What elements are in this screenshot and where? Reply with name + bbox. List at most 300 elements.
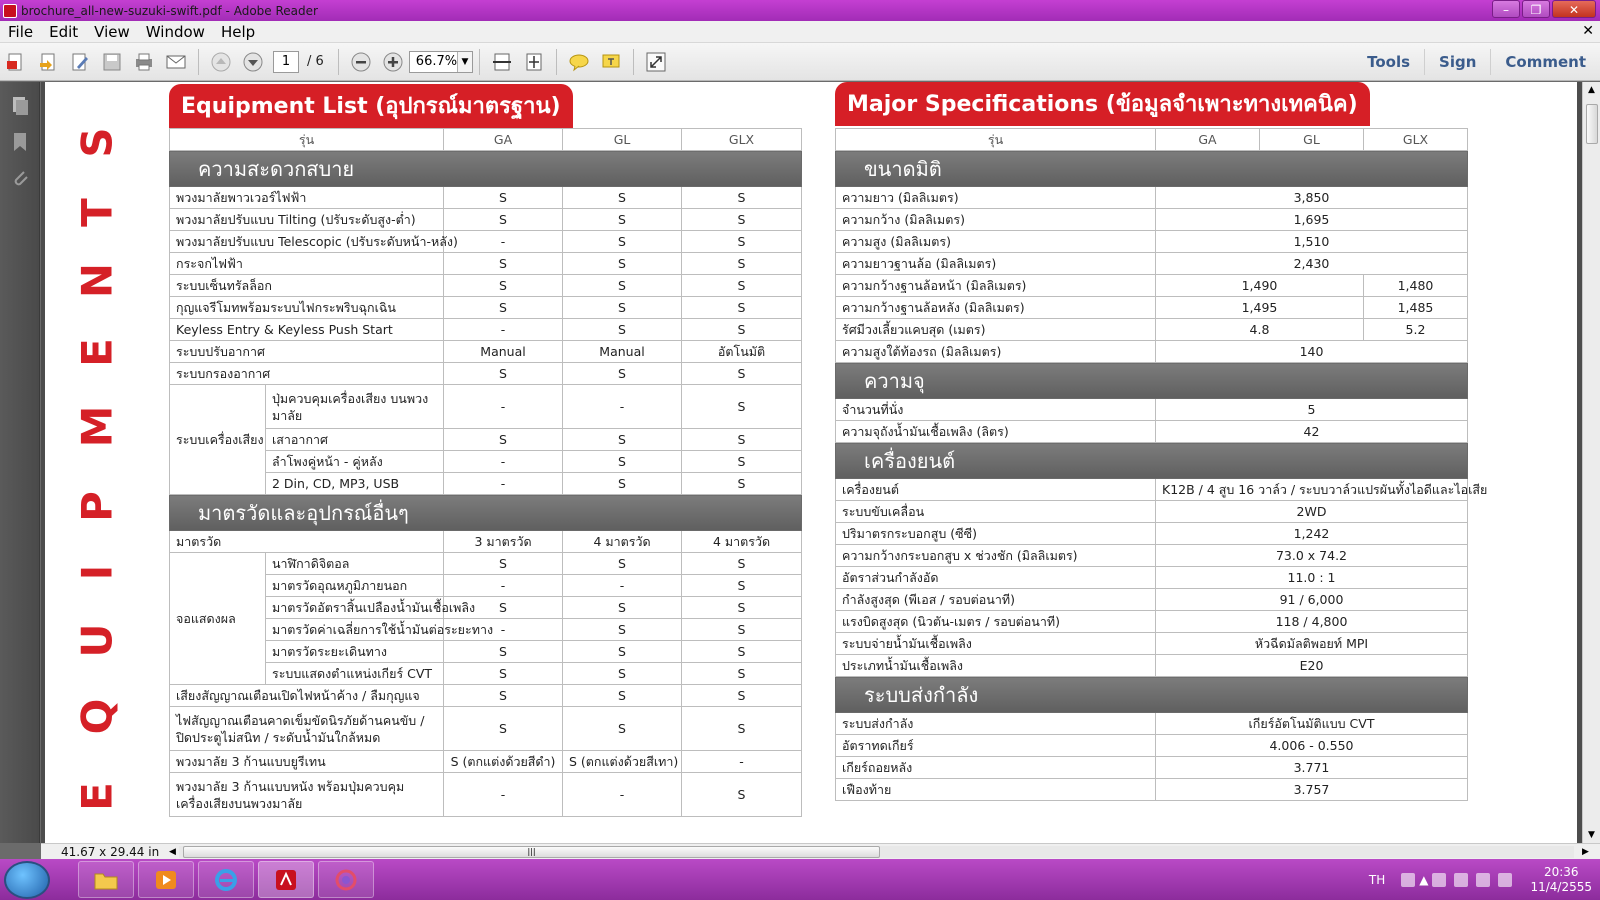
app-swirl-icon <box>332 866 360 894</box>
fit-page-button[interactable] <box>521 49 547 75</box>
feature-value: - <box>444 473 563 495</box>
table-row <box>836 275 1468 297</box>
table-row <box>836 655 1468 677</box>
feature-value: - <box>563 773 682 817</box>
feature-value: S <box>563 663 682 685</box>
feature-label: มาตรวัดอุณหภูมิภายนอก <box>266 575 444 597</box>
spec-label: ระบบส่งกำลัง <box>836 713 1156 735</box>
chevron-down-icon[interactable]: ▼ <box>457 52 472 72</box>
window-title: brochure_all-new-suzuki-swift.pdf - Adobe Reader <box>21 3 318 18</box>
clock[interactable] <box>1530 865 1592 895</box>
vertical-letter: M <box>72 405 122 448</box>
feature-label: พวงมาลัยพาวเวอร์ไฟฟ้า <box>170 187 444 209</box>
feature-value: S <box>682 231 802 253</box>
table-row <box>170 275 802 297</box>
category-heading: ความสะดวกสบาย <box>170 151 802 187</box>
toolbar-separator <box>633 49 634 75</box>
spec-label: เกียร์ถอยหลัง <box>836 757 1156 779</box>
feature-value: S <box>563 319 682 341</box>
feature-value: Manual <box>444 341 563 363</box>
vertical-letter: E <box>72 782 122 811</box>
feature-value: S (ตกแต่งด้วยสีดำ) <box>444 751 563 773</box>
spec-label: ระบบจ่ายน้ำมันเชื้อเพลิง <box>836 633 1156 655</box>
feature-label: มาตรวัดระยะเดินทาง <box>266 641 444 663</box>
feature-value: S <box>444 429 563 451</box>
feature-value: S (ตกแต่งด้วยสีเทา) <box>563 751 682 773</box>
vertical-letter: N <box>72 262 122 299</box>
feature-value: S <box>682 253 802 275</box>
feature-value: S <box>682 575 802 597</box>
open-icon <box>37 51 59 73</box>
comment-link[interactable]: Comment <box>1490 49 1600 75</box>
feature-value: S <box>682 187 802 209</box>
feature-value: S <box>444 553 563 575</box>
feature-value: S <box>682 385 802 429</box>
table-row <box>836 633 1468 655</box>
feature-label: ระบบกรองอากาศ <box>170 363 444 385</box>
spec-value: 42 <box>1156 421 1468 443</box>
feature-value: S <box>682 641 802 663</box>
spec-label: เฟืองท้าย <box>836 779 1156 801</box>
spec-value: 11.0 : 1 <box>1156 567 1468 589</box>
feature-label: พวงมาลัยปรับแบบ Telescopic (ปรับระดับหน้า-หลัง) <box>170 231 444 253</box>
create-pdf-button[interactable] <box>3 49 29 75</box>
spec-value: 1,480 <box>1364 275 1468 297</box>
column-header: GL <box>1260 129 1364 151</box>
feature-value: S <box>682 473 802 495</box>
category-row <box>170 151 802 187</box>
menu-window[interactable]: Window <box>145 22 205 41</box>
feature-value: S <box>563 553 682 575</box>
vertical-letter: U <box>72 623 122 658</box>
adobe-reader-icon <box>272 866 300 894</box>
start-button[interactable] <box>4 861 50 899</box>
feature-label: เสาอากาศ <box>266 429 444 451</box>
table-row <box>170 341 802 363</box>
vertical-letter: Q <box>72 698 122 735</box>
feature-value: S <box>682 707 802 751</box>
feature-value: S <box>563 473 682 495</box>
feature-value: S <box>444 363 563 385</box>
feature-value: S <box>682 209 802 231</box>
spec-value: 73.0 x 74.2 <box>1156 545 1468 567</box>
feature-value: - <box>444 231 563 253</box>
table-row <box>836 589 1468 611</box>
media-player-icon <box>152 866 180 894</box>
feature-label: ปุ่มควบคุมเครื่องเสียง บนพวงมาลัย <box>266 385 444 429</box>
keyboard-icon[interactable] <box>1401 873 1415 887</box>
document-area[interactable] <box>41 82 1582 843</box>
table-row <box>170 209 802 231</box>
spec-value: E20 <box>1156 655 1468 677</box>
system-tray <box>1369 859 1592 900</box>
sign-link[interactable]: Sign <box>1424 49 1490 75</box>
feature-label: ไฟสัญญาณเตือนคาดเข็มขัดนิรภัยด้านคนขับ / ปิดประตูไม่สนิท / ระดับน้ำมันใกล้หมด <box>170 707 444 751</box>
create-pdf-icon <box>5 51 27 73</box>
close-document-button[interactable]: ✕ <box>1582 23 1594 39</box>
internet-explorer-icon <box>212 866 240 894</box>
vertical-letter: T <box>72 198 122 227</box>
fit-page-icon <box>523 51 545 73</box>
feature-label: มาตรวัด <box>170 531 444 553</box>
spec-label: จำนวนที่นั่ง <box>836 399 1156 421</box>
feature-value: S <box>563 209 682 231</box>
spec-value: 5 <box>1156 399 1468 421</box>
menu-view[interactable]: View <box>94 22 130 41</box>
specs-table-body <box>836 129 1488 801</box>
feature-value: S <box>682 597 802 619</box>
feature-value: S <box>682 451 802 473</box>
spec-label: กำลังสูงสุด (พีเอส / รอบต่อนาที) <box>836 589 1156 611</box>
tools-link[interactable]: Tools <box>1367 53 1411 71</box>
feature-value: S <box>682 297 802 319</box>
page-dimensions: 41.67 x 29.44 in <box>61 844 160 859</box>
maximize-button[interactable]: ❐ <box>1522 0 1550 18</box>
spec-label: รัศมีวงเลี้ยวแคบสุด (เมตร) <box>836 319 1156 341</box>
spec-value: 5.2 <box>1364 319 1468 341</box>
page-total: / 6 <box>307 54 324 69</box>
table-row <box>170 253 802 275</box>
feature-value: S <box>563 253 682 275</box>
minus-icon <box>350 51 372 73</box>
flag-icon[interactable] <box>1454 873 1468 887</box>
feature-value: - <box>444 575 563 597</box>
pages-icon[interactable] <box>8 94 32 118</box>
table-row <box>170 319 802 341</box>
equipment-table <box>169 128 802 817</box>
toolbar-right-links <box>1353 43 1600 81</box>
category-row <box>836 443 1468 479</box>
feature-value: 4 มาตรวัด <box>563 531 682 553</box>
table-row <box>170 231 802 253</box>
feature-value: S <box>682 275 802 297</box>
table-row <box>836 187 1468 209</box>
feature-label: พวงมาลัยปรับแบบ Tilting (ปรับระดับสูง-ต่ำ) <box>170 209 444 231</box>
column-header: GLX <box>1364 129 1468 151</box>
arrow-down-icon <box>242 51 264 73</box>
speech-bubble-icon <box>568 51 590 73</box>
feature-value: S <box>444 209 563 231</box>
table-row <box>170 553 802 575</box>
table-row <box>836 611 1468 633</box>
edit-button[interactable] <box>67 49 93 75</box>
feature-value: S <box>563 451 682 473</box>
feature-label: ระบบแสดงตำแหน่งเกียร์ CVT <box>266 663 444 685</box>
category-heading: มาตรวัดและอุปกรณ์อื่นๆ <box>170 495 802 531</box>
sticky-note-button[interactable] <box>566 49 592 75</box>
spec-label: ความกว้าง (มิลลิเมตร) <box>836 209 1156 231</box>
spec-value: 3,850 <box>1156 187 1468 209</box>
taskbar-app[interactable] <box>318 861 374 898</box>
table-row <box>170 751 802 773</box>
spec-value: 91 / 6,000 <box>1156 589 1468 611</box>
feature-value: - <box>444 451 563 473</box>
table-row <box>836 713 1468 735</box>
navigation-panel <box>0 82 40 843</box>
group-label: จอแสดงผล <box>170 553 266 685</box>
table-row <box>836 779 1468 801</box>
feature-label: พวงมาลัย 3 ก้านแบบหนัง พร้อมปุ่มควบคุมเครื่องเสียงบนพวงมาลัย <box>170 773 444 817</box>
spec-value: 2,430 <box>1156 253 1468 275</box>
table-row <box>836 341 1468 363</box>
vertical-scroll-thumb[interactable] <box>1586 104 1598 144</box>
table-row <box>836 757 1468 779</box>
table-row <box>836 253 1468 275</box>
table-row <box>170 385 802 429</box>
folder-icon <box>92 866 120 894</box>
feature-value: - <box>444 319 563 341</box>
taskbar-internet-explorer[interactable] <box>198 861 254 898</box>
spec-label: ระบบขับเคลื่อน <box>836 501 1156 523</box>
table-header-row <box>836 129 1468 151</box>
scroll-down-icon[interactable]: ▼ <box>1588 830 1595 840</box>
fit-width-icon <box>491 51 513 73</box>
table-row <box>836 209 1468 231</box>
column-header: GL <box>563 129 682 151</box>
spec-value: 3.771 <box>1156 757 1468 779</box>
feature-label: กุญแจรีโมทพร้อมระบบไฟกระพริบฉุกเฉิน <box>170 297 444 319</box>
spec-label: ประเภทน้ำมันเชื้อเพลิง <box>836 655 1156 677</box>
category-row <box>170 495 802 531</box>
feature-value: S <box>563 231 682 253</box>
show-hidden-icons-icon[interactable]: ▲ <box>1419 872 1429 887</box>
previous-page-button[interactable] <box>208 49 234 75</box>
category-heading: ความจุ <box>836 363 1468 399</box>
scroll-up-icon[interactable]: ▲ <box>1588 85 1595 95</box>
full-screen-button[interactable] <box>643 49 669 75</box>
zoom-out-button[interactable] <box>348 49 374 75</box>
spec-value: 1,490 <box>1156 275 1364 297</box>
table-row <box>836 297 1468 319</box>
column-header: GA <box>444 129 563 151</box>
feature-value: S <box>563 619 682 641</box>
category-heading: เครื่องยนต์ <box>836 443 1468 479</box>
feature-value: S <box>444 641 563 663</box>
spec-value: หัวฉีดมัลติพอยท์ MPI <box>1156 633 1468 655</box>
taskbar-adobe-reader[interactable] <box>258 861 314 898</box>
plus-icon <box>382 51 404 73</box>
adobe-reader-icon <box>3 4 17 18</box>
specs-table <box>835 128 1488 801</box>
spec-label: แรงบิดสูงสุด (นิวตัน-เมตร / รอบต่อนาที) <box>836 611 1156 633</box>
table-row <box>836 319 1468 341</box>
feature-label: ระบบเซ็นทรัลล็อก <box>170 275 444 297</box>
network-icon[interactable] <box>1476 873 1490 887</box>
arrow-up-icon <box>210 51 232 73</box>
next-page-button[interactable] <box>240 49 266 75</box>
table-row <box>836 399 1468 421</box>
spec-label: ความกว้างฐานล้อหน้า (มิลลิเมตร) <box>836 275 1156 297</box>
spec-value: 1,495 <box>1156 297 1364 319</box>
pdf-page <box>45 82 1577 843</box>
feature-value: - <box>563 575 682 597</box>
table-row <box>836 545 1468 567</box>
highlighter-icon <box>600 51 622 73</box>
feature-value: S <box>444 663 563 685</box>
feature-value: 4 มาตรวัด <box>682 531 802 553</box>
feature-label: เสียงสัญญาณเตือนเปิดไฟหน้าค้าง / ลืมกุญแจ <box>170 685 444 707</box>
feature-value: - <box>444 385 563 429</box>
feature-value: S <box>563 275 682 297</box>
feature-value: - <box>563 385 682 429</box>
spec-value: 118 / 4,800 <box>1156 611 1468 633</box>
feature-label: มาตรวัดค่าเฉลี่ยการใช้น้ำมันต่อระยะทาง <box>266 619 444 641</box>
security-icon[interactable] <box>1432 873 1446 887</box>
feature-label: กระจกไฟฟ้า <box>170 253 444 275</box>
category-heading: ขนาดมิติ <box>836 151 1468 187</box>
spec-value: 1,695 <box>1156 209 1468 231</box>
spec-label: ความสูงใต้ท้องรถ (มิลลิเมตร) <box>836 341 1156 363</box>
table-row <box>836 567 1468 589</box>
equipment-title: Equipment List (อุปกรณ์มาตรฐาน) <box>169 84 573 128</box>
spec-label: ความกว้างฐานล้อหลัง (มิลลิเมตร) <box>836 297 1156 319</box>
spec-value: K12B / 4 สูบ 16 วาล์ว / ระบบวาล์วแปรผันทั้งไอดีและไอเสีย <box>1156 479 1468 501</box>
feature-label: นาฬิกาดิจิตอล <box>266 553 444 575</box>
menu-edit[interactable]: Edit <box>49 22 79 41</box>
feature-value: S <box>563 187 682 209</box>
zoom-value: 66.7% <box>415 53 458 69</box>
table-header-row <box>170 129 802 151</box>
vertical-letter: I <box>72 564 122 581</box>
horizontal-scrollbar[interactable] <box>179 846 1574 858</box>
minimize-button[interactable]: – <box>1492 0 1520 18</box>
toolbar-separator <box>479 49 480 75</box>
spec-label: ความจุถังน้ำมันเชื้อเพลิง (ลิตร) <box>836 421 1156 443</box>
taskbar-media-player[interactable] <box>138 861 194 898</box>
save-button[interactable] <box>99 49 125 75</box>
email-icon <box>165 51 187 73</box>
spec-value: 140 <box>1156 341 1468 363</box>
scroll-right-icon[interactable]: ▶ <box>1582 846 1589 857</box>
spec-value: 1,485 <box>1364 297 1468 319</box>
feature-value: S <box>444 685 563 707</box>
toolbar-separator <box>198 49 199 75</box>
feature-value: S <box>682 363 802 385</box>
toolbar-separator <box>556 49 557 75</box>
feature-value: S <box>563 297 682 319</box>
feature-value: S <box>444 297 563 319</box>
menu-help[interactable]: Help <box>220 22 256 41</box>
save-icon <box>101 51 123 73</box>
category-row <box>836 677 1468 713</box>
email-button[interactable] <box>163 49 189 75</box>
feature-value: S <box>563 685 682 707</box>
feature-value: S <box>563 597 682 619</box>
feature-value: S <box>682 429 802 451</box>
feature-value: S <box>682 553 802 575</box>
spec-label: ความยาวฐานล้อ (มิลลิเมตร) <box>836 253 1156 275</box>
status-bar <box>41 843 1600 859</box>
table-row <box>836 231 1468 253</box>
menu-file[interactable]: File <box>8 22 34 41</box>
taskbar-explorer[interactable] <box>78 861 134 898</box>
equipment-table-body <box>170 129 802 817</box>
column-header: รุ่น <box>836 129 1156 151</box>
column-header: รุ่น <box>170 129 444 151</box>
feature-value: Manual <box>563 341 682 363</box>
language-indicator[interactable]: TH <box>1368 872 1386 887</box>
table-row <box>836 421 1468 443</box>
feature-value: 3 มาตรวัด <box>444 531 563 553</box>
spec-label: ปริมาตรกระบอกสูบ (ซีซี) <box>836 523 1156 545</box>
toolbar <box>0 43 1600 81</box>
print-button[interactable] <box>131 49 157 75</box>
spec-label: อัตราทดเกียร์ <box>836 735 1156 757</box>
table-row <box>170 707 802 751</box>
print-icon <box>133 51 155 73</box>
table-row <box>836 735 1468 757</box>
feature-value: S <box>563 429 682 451</box>
feature-value: S <box>682 619 802 641</box>
edit-icon <box>69 51 91 73</box>
feature-value: - <box>682 751 802 773</box>
feature-value: S <box>444 707 563 751</box>
clock-date: 11/4/2555 <box>1530 879 1592 894</box>
table-row <box>170 531 802 553</box>
feature-label: Keyless Entry & Keyless Push Start <box>170 319 444 341</box>
page-number-input[interactable]: 1 <box>273 51 299 73</box>
paperclip-icon[interactable] <box>8 166 32 190</box>
column-header: GLX <box>682 129 802 151</box>
feature-value: - <box>444 773 563 817</box>
feature-label: พวงมาลัย 3 ก้านแบบยูรีเทน <box>170 751 444 773</box>
category-row <box>836 363 1468 399</box>
feature-value: - <box>444 619 563 641</box>
table-row <box>170 685 802 707</box>
volume-icon[interactable] <box>1498 873 1512 887</box>
feature-value: S <box>444 187 563 209</box>
scroll-left-icon[interactable]: ◀ <box>169 846 176 857</box>
table-row <box>170 363 802 385</box>
feature-value: S <box>563 363 682 385</box>
feature-value: S <box>682 319 802 341</box>
specs-title: Major Specifications (ข้อมูลจำเพาะทางเทคนิค) <box>835 82 1370 126</box>
column-header: GA <box>1156 129 1260 151</box>
spec-value: 1,242 <box>1156 523 1468 545</box>
spec-label: ความสูง (มิลลิเมตร) <box>836 231 1156 253</box>
feature-value: S <box>444 597 563 619</box>
category-heading: ระบบส่งกำลัง <box>836 677 1468 713</box>
spec-value: เกียร์อัตโนมัติแบบ CVT <box>1156 713 1468 735</box>
spec-value: 4.006 - 0.550 <box>1156 735 1468 757</box>
table-row <box>836 523 1468 545</box>
vertical-letter: S <box>72 127 122 158</box>
feature-label: ระบบปรับอากาศ <box>170 341 444 363</box>
vertical-letter: P <box>72 491 122 522</box>
feature-value: S <box>682 685 802 707</box>
zoom-select[interactable] <box>409 51 473 73</box>
feature-value: S <box>563 707 682 751</box>
table-row <box>836 479 1468 501</box>
spec-value: 2WD <box>1156 501 1468 523</box>
taskbar <box>0 859 1600 900</box>
spec-label: อัตราส่วนกำลังอัด <box>836 567 1156 589</box>
spec-value: 4.8 <box>1156 319 1364 341</box>
spec-label: ความกว้างกระบอกสูบ x ช่วงชัก (มิลลิเมตร) <box>836 545 1156 567</box>
open-button[interactable] <box>35 49 61 75</box>
menu-bar <box>0 21 1600 43</box>
close-button[interactable]: ✕ <box>1552 0 1596 18</box>
vertical-letter: E <box>72 338 122 367</box>
zoom-in-button[interactable] <box>380 49 406 75</box>
highlight-button[interactable] <box>598 49 624 75</box>
vertical-scrollbar[interactable] <box>1582 82 1600 843</box>
feature-label: 2 Din, CD, MP3, USB <box>266 473 444 495</box>
fit-width-button[interactable] <box>489 49 515 75</box>
toolbar-separator <box>338 49 339 75</box>
bookmark-icon[interactable] <box>8 130 32 154</box>
horizontal-scroll-thumb[interactable]: ||| <box>183 846 880 858</box>
